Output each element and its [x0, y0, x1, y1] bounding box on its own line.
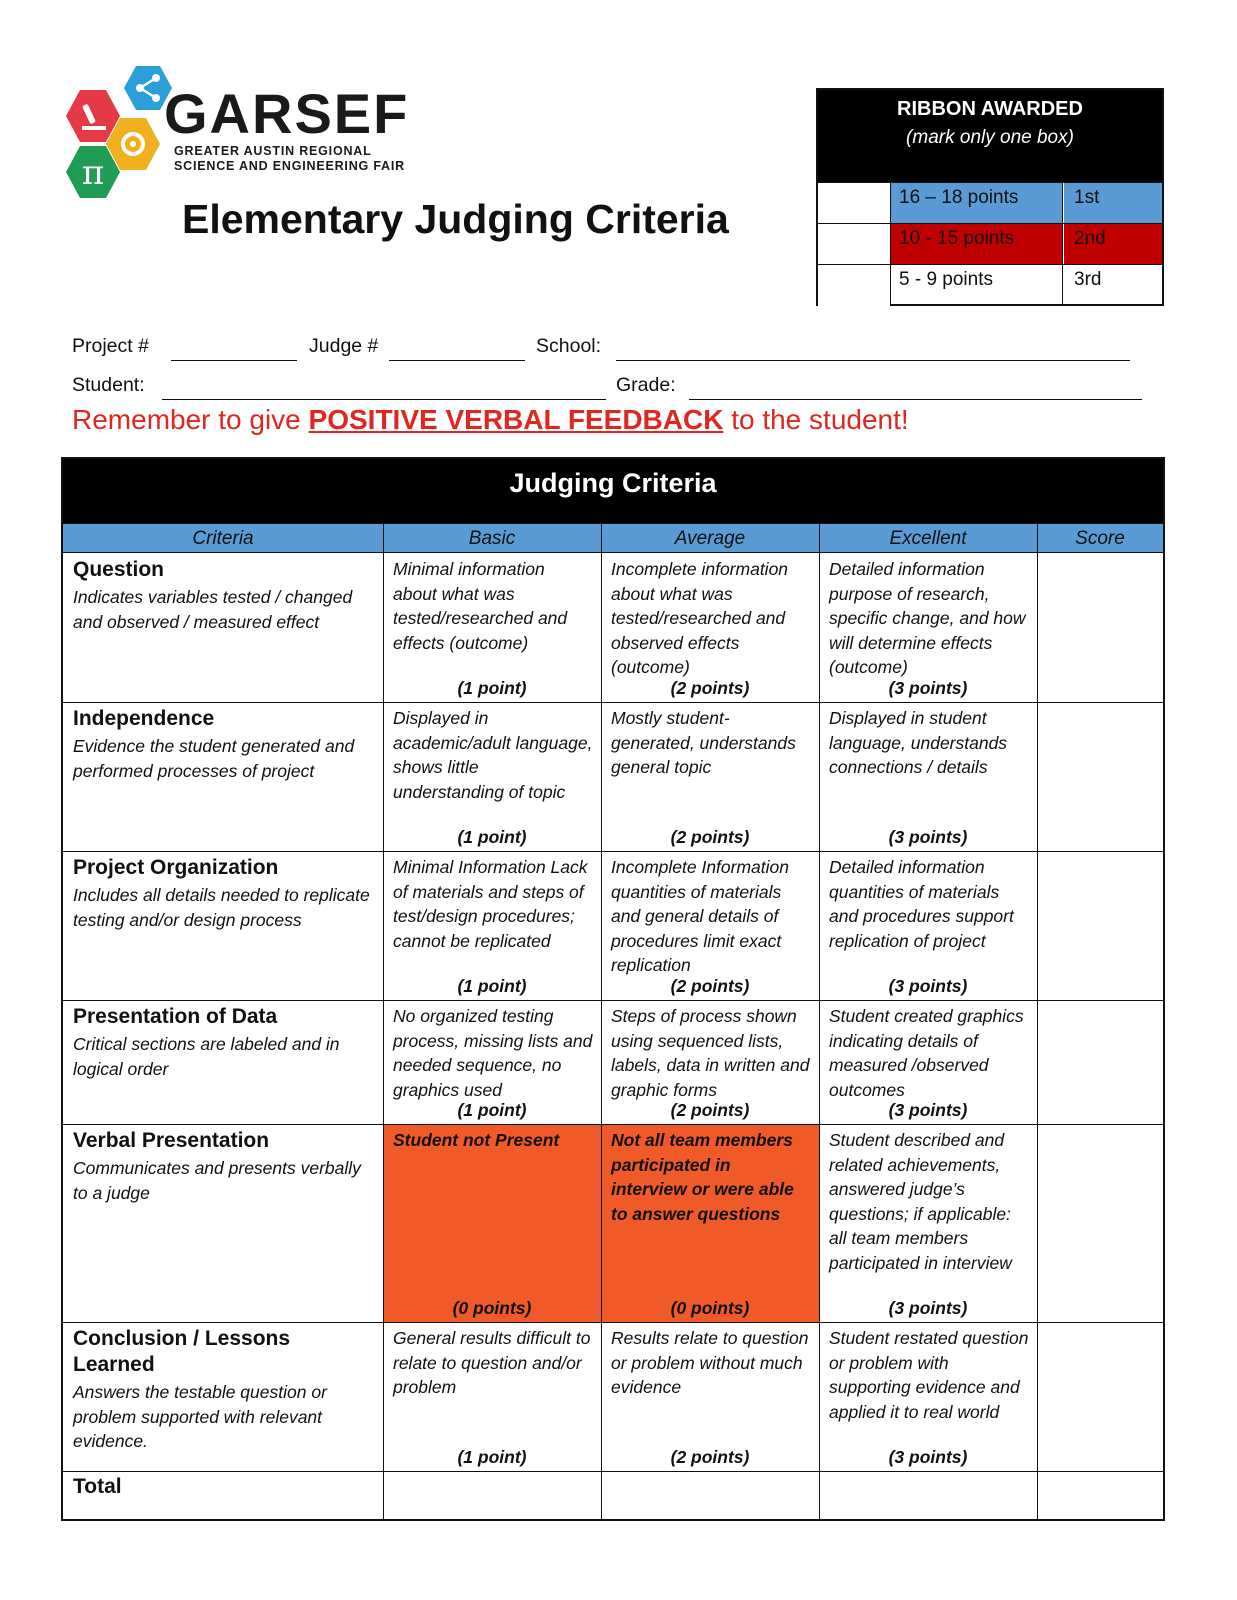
- cell-points: (3 points): [888, 975, 968, 996]
- cell-points: (1 point): [457, 975, 527, 996]
- grid-line: [1037, 523, 1038, 1519]
- grid-line: [63, 1471, 1163, 1472]
- conclusion-excellent-cell[interactable]: [819, 1322, 1037, 1471]
- cell-text: No organized testing process, missing lists and needed sequence, no graphics used: [393, 1006, 593, 1100]
- question-basic-cell[interactable]: [383, 553, 601, 702]
- cell-points: (1 point): [457, 1446, 527, 1467]
- cell-text: Displayed in academic/adult language, shows little understanding of topic: [393, 708, 593, 802]
- student-label: Student:: [72, 374, 145, 396]
- total-label: Total: [73, 1475, 122, 1498]
- ribbon-subheading: (mark only one box): [906, 127, 1074, 148]
- logo-wordmark: GARSEF: [164, 82, 410, 145]
- criteria-project-organization: [63, 851, 383, 1000]
- ribbon-checkbox-1st[interactable]: [818, 183, 891, 224]
- criteria-question: [63, 553, 383, 702]
- page-title: Elementary Judging Criteria: [182, 196, 729, 242]
- cell-text: Minimal Information Lack of materials and steps of test/design procedures; cannot be replicated: [393, 857, 588, 951]
- column-header-average: Average: [601, 523, 819, 553]
- verbal-average-cell[interactable]: [601, 1124, 819, 1322]
- independence-excellent-cell[interactable]: [819, 702, 1037, 851]
- criteria-description: Evidence the student generated and performed processes of project: [73, 736, 355, 781]
- cell-points: (3 points): [888, 677, 968, 698]
- judging-criteria-table: [61, 457, 1165, 1521]
- ribbon-row-1st: [818, 182, 1162, 224]
- independence-score-cell[interactable]: [1037, 702, 1163, 851]
- grid-line: [819, 523, 820, 1519]
- cell-text: Student described and related achievements, answered judge’s questions; if applicable: all team members participated in interview: [829, 1130, 1012, 1273]
- cell-text: Student created graphics indicating details of measured /observed outcomes: [829, 1006, 1024, 1100]
- total-score-cell[interactable]: [1037, 1471, 1163, 1519]
- cell-points: (3 points): [888, 1297, 968, 1318]
- criteria-description: Includes all details needed to replicate testing and/or design process: [73, 885, 370, 930]
- ribbon-row-3rd: [818, 264, 1162, 306]
- ribbon-points-1st: 16 – 18 points: [891, 183, 1063, 224]
- conclusion-average-cell[interactable]: [601, 1322, 819, 1471]
- data-excellent-cell[interactable]: [819, 1000, 1037, 1124]
- cell-text: Detailed information quantities of materials and procedures support replication of project: [829, 857, 1014, 951]
- data-basic-cell[interactable]: [383, 1000, 601, 1124]
- cell-text: Steps of process shown using sequenced lists, labels, data in written and graphic forms: [611, 1006, 810, 1100]
- reminder-emphasis: POSITIVE VERBAL FEEDBACK: [308, 404, 724, 435]
- grid-line: [383, 523, 384, 1519]
- cell-points: (0 points): [670, 1297, 750, 1318]
- cell-text: Displayed in student language, understands connections / details: [829, 708, 1008, 777]
- organization-basic-cell[interactable]: [383, 851, 601, 1000]
- grid-line: [63, 851, 1163, 852]
- ribbon-checkbox-3rd[interactable]: [818, 265, 891, 306]
- cell-points: (2 points): [670, 975, 750, 996]
- cell-text: Student restated question or problem with supporting evidence and applied it to real world: [829, 1328, 1029, 1422]
- ribbon-awarded-box: [816, 88, 1164, 306]
- student-field[interactable]: [162, 399, 606, 400]
- ribbon-place-3rd: 3rd: [1074, 269, 1102, 290]
- cell-points: (0 points): [452, 1297, 532, 1318]
- column-header-excellent: Excellent: [819, 523, 1037, 553]
- cell-text: Mostly student-generated, understands general topic: [611, 708, 796, 777]
- data-score-cell[interactable]: [1037, 1000, 1163, 1124]
- grid-line: [63, 1124, 1163, 1125]
- grade-label: Grade:: [616, 374, 676, 396]
- conclusion-basic-cell[interactable]: [383, 1322, 601, 1471]
- cell-text: Detailed information purpose of research, specific change, and how will determine effects (outcome): [829, 559, 1026, 677]
- cell-points: (2 points): [670, 677, 750, 698]
- criteria-name: Verbal Presentation: [73, 1129, 270, 1152]
- criteria-description: Answers the testable question or problem supported with relevant evidence.: [73, 1382, 327, 1451]
- ribbon-header: [818, 90, 1162, 182]
- cell-text: General results difficult to relate to question and/or problem: [393, 1328, 591, 1397]
- grid-line: [601, 523, 602, 1519]
- feedback-reminder: [72, 404, 909, 436]
- cell-text: Results relate to question or problem without much evidence: [611, 1328, 809, 1397]
- logo-subtitle-line1: GREATER AUSTIN REGIONAL: [174, 144, 372, 158]
- question-average-cell[interactable]: [601, 553, 819, 702]
- cell-points: (3 points): [888, 826, 968, 847]
- conclusion-score-cell[interactable]: [1037, 1322, 1163, 1471]
- criteria-name: Independence: [73, 707, 215, 730]
- judge-number-field[interactable]: [389, 360, 525, 361]
- criteria-independence: [63, 702, 383, 851]
- cell-points: (3 points): [888, 1099, 968, 1120]
- judge-number-label: Judge #: [309, 335, 379, 357]
- project-number-field[interactable]: [171, 360, 297, 361]
- criteria-name: Project Organization: [73, 856, 279, 879]
- garsef-logo: [64, 64, 424, 204]
- criteria-name: Presentation of Data: [73, 1005, 278, 1028]
- criteria-description: Critical sections are labeled and in logical order: [73, 1034, 340, 1079]
- cell-points: (1 point): [457, 1099, 527, 1120]
- grid-line: [63, 702, 1163, 703]
- ribbon-heading: RIBBON AWARDED: [897, 98, 1083, 120]
- reminder-text-after: to the student!: [723, 404, 909, 435]
- cell-text: Incomplete information about what was tested/researched and observed effects (outcome): [611, 559, 789, 677]
- criteria-presentation-of-data: [63, 1000, 383, 1124]
- question-score-cell[interactable]: [1037, 553, 1163, 702]
- grid-line: [63, 1322, 1163, 1323]
- school-field[interactable]: [616, 360, 1130, 361]
- verbal-score-cell[interactable]: [1037, 1124, 1163, 1322]
- logo-subtitle-line2: SCIENCE AND ENGINEERING FAIR: [174, 159, 405, 173]
- cell-points: (1 point): [457, 677, 527, 698]
- criteria-description: Communicates and presents verbally to a judge: [73, 1158, 361, 1203]
- grade-field[interactable]: [689, 399, 1142, 400]
- cell-points: (2 points): [670, 826, 750, 847]
- organization-score-cell[interactable]: [1037, 851, 1163, 1000]
- column-header-score: Score: [1037, 523, 1163, 553]
- criteria-name: Conclusion / Lessons Learned: [73, 1327, 291, 1376]
- grid-line: [63, 1000, 1163, 1001]
- ribbon-place-2nd: 2nd: [1064, 224, 1162, 265]
- cell-points: (3 points): [888, 1446, 968, 1467]
- ribbon-row-2nd: [818, 223, 1162, 265]
- column-header-basic: Basic: [383, 523, 601, 553]
- cell-text: Not all team members participated in interview or were able to answer questions: [611, 1130, 794, 1224]
- verbal-excellent-cell[interactable]: [819, 1124, 1037, 1322]
- criteria-verbal-presentation: [63, 1124, 383, 1322]
- cell-text: Minimal information about what was tested/researched and effects (outcome): [393, 559, 568, 653]
- organization-excellent-cell[interactable]: [819, 851, 1037, 1000]
- criteria-description: Indicates variables tested / changed and observed / measured effect: [73, 587, 353, 632]
- criteria-name: Question: [73, 558, 165, 581]
- table-heading: Judging Criteria: [63, 459, 1163, 523]
- column-header-criteria: Criteria: [63, 523, 383, 553]
- cell-text: Student not Present: [393, 1130, 560, 1150]
- hexagon-cluster-icon: [64, 64, 174, 204]
- verbal-basic-cell[interactable]: [383, 1124, 601, 1322]
- cell-text: Incomplete Information quantities of materials and general details of procedures limit exact replication: [611, 857, 790, 975]
- project-number-label: Project #: [72, 335, 149, 357]
- cell-points: (2 points): [670, 1099, 750, 1120]
- criteria-conclusion: [63, 1322, 383, 1471]
- school-label: School:: [536, 335, 602, 357]
- question-excellent-cell[interactable]: [819, 553, 1037, 702]
- cell-points: (2 points): [670, 1446, 750, 1467]
- independence-basic-cell[interactable]: [383, 702, 601, 851]
- ribbon-points-2nd: 10 - 15 points: [891, 224, 1063, 265]
- ribbon-place-1st: 1st: [1064, 183, 1162, 224]
- organization-average-cell[interactable]: [601, 851, 819, 1000]
- ribbon-checkbox-2nd[interactable]: [818, 224, 891, 265]
- cell-points: (1 point): [457, 826, 527, 847]
- data-average-cell[interactable]: [601, 1000, 819, 1124]
- svg-text:π: π: [81, 153, 105, 193]
- reminder-text-before: Remember to give: [72, 404, 309, 435]
- independence-average-cell[interactable]: [601, 702, 819, 851]
- ribbon-points-3rd: 5 - 9 points: [891, 265, 1063, 306]
